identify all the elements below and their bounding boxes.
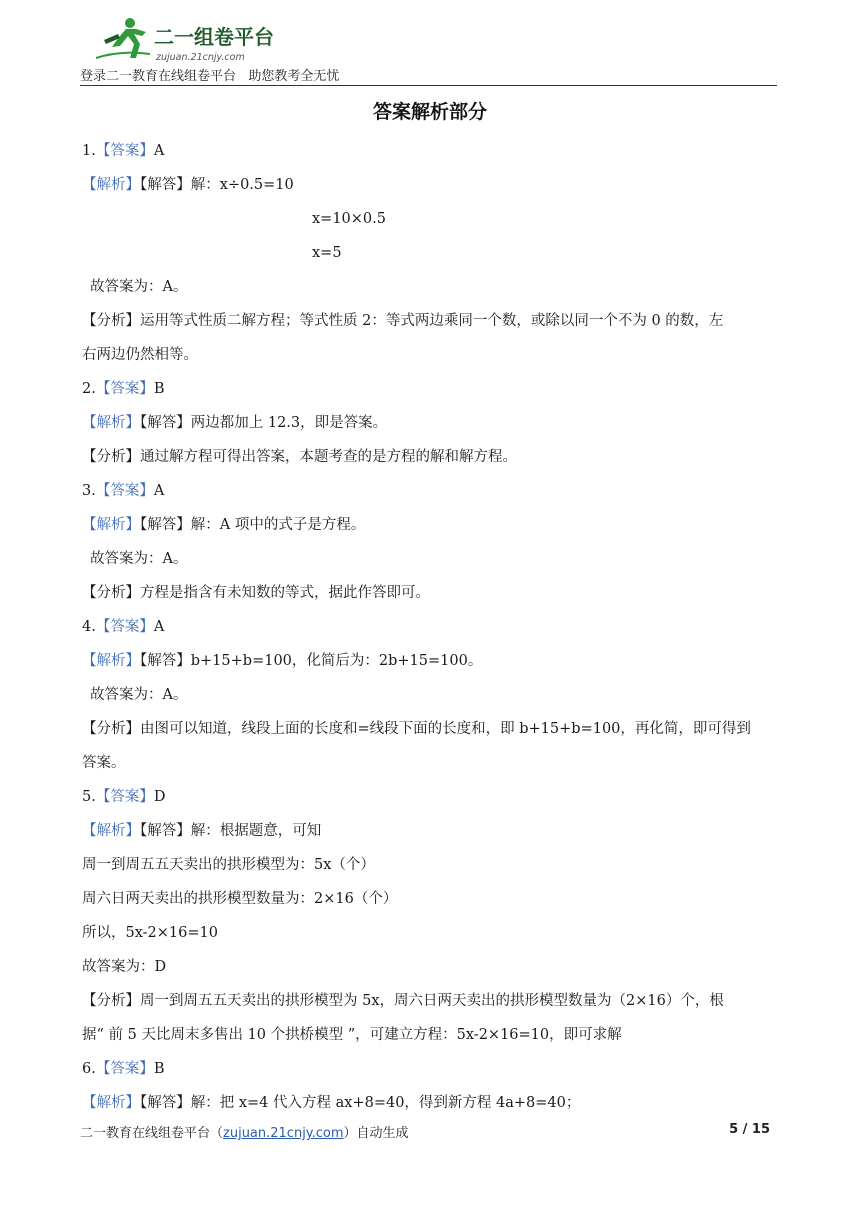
analysis-text: 【解答】解：根据题意，可知 [140,823,322,839]
conclusion-line [82,542,782,576]
logo-text: 二一组卷平台 [154,25,274,49]
analysis-tag: 【解析】 [82,177,140,193]
text-line [82,984,782,1018]
calc-step [82,236,782,270]
line-text: 所以，5x-2×16=10 [82,925,218,941]
answer-value: D [153,789,166,805]
logo-subtext: zujuan.21cnjy.com [156,52,245,63]
analysis-line [82,406,782,440]
answer-value: A [153,619,165,635]
line-text: 故答案为：D [82,959,167,975]
answer-tag: 【答案】 [95,1061,154,1077]
header-divider [80,85,777,86]
question-number: 2. [82,381,96,397]
calc-text: x=10×0.5 [312,211,386,227]
line-text: 【分析】方程是指含有未知数的等式，据此作答即可。 [82,585,430,601]
text-line [82,1018,782,1052]
analysis-tag: 【解析】 [82,415,140,431]
page-number: 5 / 15 [729,1122,770,1137]
line-text: 【分析】运用等式性质二解方程；等式性质 2：等式两边乘同一个数，或除以同一个不为 0 的数，左 [82,313,724,329]
text-line [82,848,782,882]
page-title: 答案解析部分 [372,101,487,123]
text-line [82,712,782,746]
footer-suffix: ）自动生成 [343,1126,409,1141]
analysis-text: 【解答】b+15+b=100，化简后为：2b+15=100。 [140,653,483,669]
answer-line [82,134,782,168]
answer-value: B [153,1061,165,1077]
conclusion-text: 故答案为：A。 [90,279,188,295]
calc-step [82,202,782,236]
analysis-tag: 【解析】 [82,653,140,669]
text-line [82,576,782,610]
footer-source [80,1122,409,1141]
calc-text: x=5 [312,245,342,261]
answer-tag: 【答案】 [95,143,154,159]
answer-line [82,372,782,406]
question-number: 4. [82,619,96,635]
answer-value: B [153,381,165,397]
answer-line [82,474,782,508]
answer-tag: 【答案】 [95,619,154,635]
text-line [82,916,782,950]
question-number: 1. [82,143,96,159]
answer-line [82,780,782,814]
line-text: 周六日两天卖出的拱形模型数量为：2×16（个） [82,891,398,907]
answer-value: A [153,483,165,499]
analysis-tag: 【解析】 [82,517,140,533]
line-text: 答案。 [82,755,126,771]
line-text: 【分析】通过解方程可得出答案，本题考查的是方程的解和解方程。 [82,449,517,465]
question-number: 6. [82,1061,96,1077]
answer-line [82,610,782,644]
question-number: 3. [82,483,96,499]
answer-tag: 【答案】 [95,483,154,499]
text-line [82,304,782,338]
analysis-text: 【解答】解：把 x=4 代入方程 ax+8=40，得到新方程 4a+8=40； [140,1095,581,1111]
analysis-line [82,1086,782,1120]
analysis-line [82,508,782,542]
analysis-text: 【解答】解：A 项中的式子是方程。 [140,517,366,533]
line-text: 据“ 前 5 天比周末多售出 10 个拱桥模型 ”，可建立方程：5x-2×16=10，即可求解 [82,1027,622,1043]
runner-icon [96,18,150,58]
page-footer [80,1122,780,1152]
text-line [82,440,782,474]
text-line [82,882,782,916]
line-text: 【分析】周一到周五五天卖出的拱形模型为 5x，周六日两天卖出的拱形模型数量为（2×16）个，根 [82,993,724,1009]
line-text: 【分析】由图可以知道，线段上面的长度和=线段下面的长度和，即 b+15+b=100，再化简，即可得到 [82,721,751,737]
line-text: 周一到周五五天卖出的拱形模型为：5x（个） [82,857,375,873]
answer-tag: 【答案】 [95,789,154,805]
text-line [82,950,782,984]
analysis-line [82,814,782,848]
site-logo [90,14,280,66]
conclusion-text: 故答案为：A。 [90,551,188,567]
answer-line [82,1052,782,1086]
analysis-line [82,644,782,678]
line-text: 右两边仍然相等。 [82,347,198,363]
analysis-tag: 【解析】 [82,1095,140,1111]
question-number: 5. [82,789,96,805]
header-tagline: 登录二一教育在线组卷平台 助您教考全无忧 [80,69,340,84]
analysis-line [82,168,782,202]
page-header [80,14,780,89]
footer-prefix: 二一教育在线组卷平台（ [80,1126,224,1141]
conclusion-line [82,270,782,304]
text-line [82,746,782,780]
answer-content [82,134,782,1120]
footer-link[interactable]: zujuan.21cnjy.com [223,1126,344,1141]
text-line [82,338,782,372]
conclusion-text: 故答案为：A。 [90,687,188,703]
conclusion-line [82,678,782,712]
analysis-tag: 【解析】 [82,823,140,839]
answer-value: A [153,143,165,159]
answer-tag: 【答案】 [95,381,154,397]
analysis-text: 【解答】解：x÷0.5=10 [140,177,294,193]
analysis-text: 【解答】两边都加上 12.3，即是答案。 [140,415,388,431]
